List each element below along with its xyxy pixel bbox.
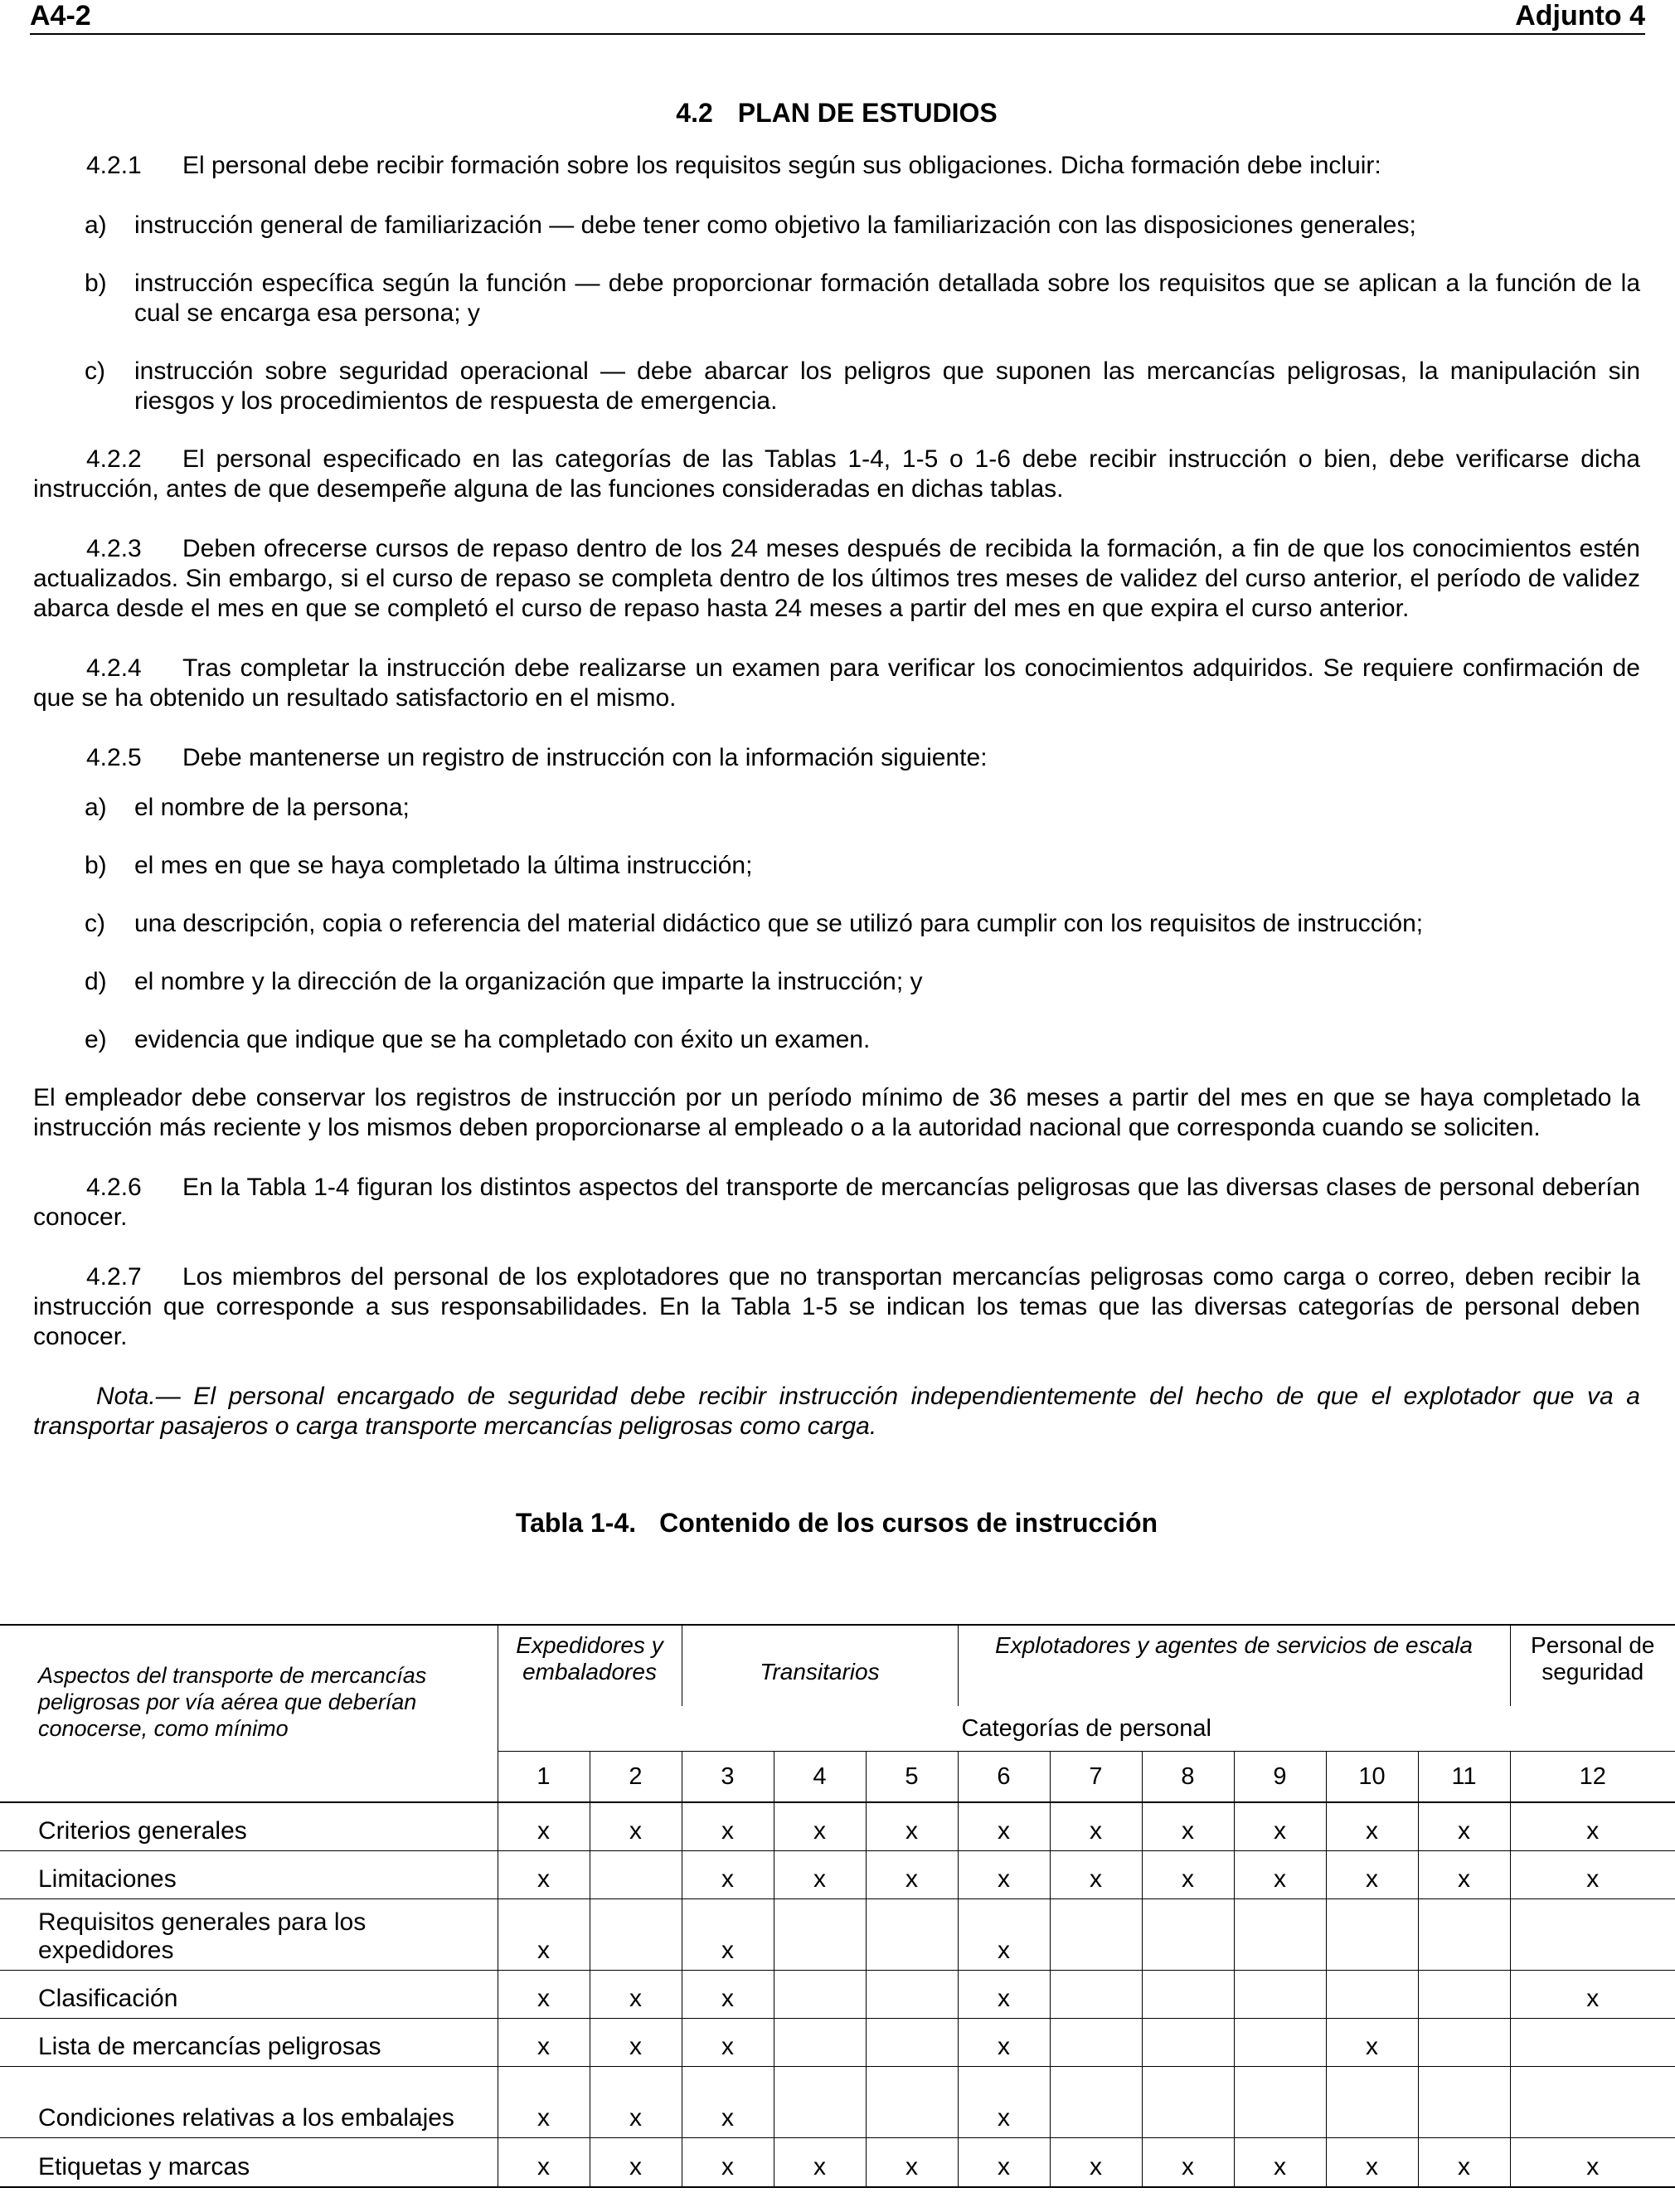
category-mark: x <box>682 1850 774 1898</box>
paragraph-4-2-3 <box>33 534 1640 624</box>
paragraph-number: 4.2.4 <box>86 654 142 682</box>
list-item-text: instrucción específica según la función — debe proporcionar formación detallada sobre los requisitos que se aplican a la función de la cual se encarga esa persona; y <box>134 270 1640 327</box>
list-item-label: b) <box>85 270 107 297</box>
list-item-text: el nombre y la dirección de la organización que imparte la instrucción; y <box>134 968 923 995</box>
table-row <box>0 1970 1675 2018</box>
list-item-text: instrucción sobre seguridad operacional — debe abarcar los peligros que suponen las mercancías peligrosas, la manipulación sin riesgos y los procedimientos de respuesta de emergencia. <box>134 357 1640 415</box>
category-mark <box>1326 1970 1418 2018</box>
category-mark <box>774 1970 866 2018</box>
category-number: 9 <box>1234 1751 1326 1802</box>
category-mark: x <box>1418 1802 1510 1850</box>
category-mark: x <box>1326 2018 1418 2066</box>
category-mark: x <box>1050 2137 1142 2187</box>
category-number: 10 <box>1326 1751 1418 1802</box>
category-mark: x <box>1050 1850 1142 1898</box>
row-label: Lista de mercancías peligrosas <box>0 2018 498 2066</box>
category-mark: x <box>590 1802 682 1850</box>
category-mark: x <box>958 1850 1050 1898</box>
category-mark: x <box>498 2018 590 2066</box>
category-mark: x <box>1142 2137 1234 2187</box>
category-mark: x <box>682 2018 774 2066</box>
list-item <box>33 851 1640 881</box>
category-mark: x <box>1050 1802 1142 1850</box>
category-mark: x <box>498 1802 590 1850</box>
body-text <box>33 83 1640 1538</box>
group-operators: Explotadores y agentes de servicios de escala <box>958 1625 1510 1706</box>
category-mark <box>1142 1898 1234 1970</box>
table-number: Tabla 1-4. <box>515 1508 637 1538</box>
category-mark <box>866 2018 958 2066</box>
category-mark <box>866 2066 958 2137</box>
section-title <box>33 98 1640 128</box>
category-mark: x <box>682 1898 774 1970</box>
category-mark <box>1234 1898 1326 1970</box>
paragraph-4-2-6 <box>33 1173 1640 1232</box>
category-mark: x <box>866 1850 958 1898</box>
category-mark <box>1234 1970 1326 2018</box>
category-mark <box>1142 2018 1234 2066</box>
paragraph-number: 4.2.3 <box>86 535 142 562</box>
list-item-text: el nombre de la persona; <box>134 794 410 821</box>
security-note: Nota.— El personal encargado de seguridad debe recibir instrucción independientemente del hecho de que el explotador que va a transportar pasajeros o carga transporte mercancías peligrosas como carga. <box>33 1383 1640 1440</box>
row-label: Requisitos generales para los expedidores <box>0 1898 498 1970</box>
paragraph-text: Tras completar la instrucción debe realizarse un examen para verificar los conocimientos adquiridos. Se requiere confirmación de que se ha obtenido un resultado satisfactorio en el mismo. <box>33 654 1640 712</box>
category-mark: x <box>590 2018 682 2066</box>
category-mark: x <box>590 2137 682 2187</box>
annex-label: Adjunto 4 <box>1515 0 1645 32</box>
list-item-text: evidencia que indique que se ha completado con éxito un examen. <box>134 1026 871 1053</box>
category-number: 6 <box>958 1751 1050 1802</box>
category-mark <box>774 2018 866 2066</box>
paragraph-text: Debe mantenerse un registro de instrucción con la información siguiente: <box>182 744 988 771</box>
category-mark: x <box>866 1802 958 1850</box>
category-mark <box>1418 2066 1510 2137</box>
category-number: 2 <box>590 1751 682 1802</box>
category-number: 12 <box>1510 1751 1675 1802</box>
category-mark: x <box>1234 2137 1326 2187</box>
category-mark: x <box>1510 1850 1675 1898</box>
training-content-table <box>0 1624 1675 2188</box>
list-item-text: instrucción general de familiarización — debe tener como objetivo la familiarización con las disposiciones generales; <box>134 211 1416 239</box>
category-mark: x <box>1510 1970 1675 2018</box>
category-mark: x <box>682 1970 774 2018</box>
category-mark <box>1050 1898 1142 1970</box>
table-row <box>0 2137 1675 2187</box>
paragraph-number: 4.2.5 <box>86 744 142 771</box>
category-mark <box>866 1970 958 2018</box>
paragraph-employer: El empleador debe conservar los registros de instrucción por un período mínimo de 36 meses a partir del mes en que se haya completado la instrucción más reciente y los mismos deben proporcionarse al empleado o a la autoridad nacional que corresponda cuando se soliciten. <box>33 1084 1640 1141</box>
category-mark: x <box>1326 1850 1418 1898</box>
category-mark: x <box>958 1898 1050 1970</box>
paragraph-number: 4.2.1 <box>86 152 142 179</box>
category-number: 11 <box>1418 1751 1510 1802</box>
category-mark: x <box>498 2066 590 2137</box>
category-mark <box>1326 2066 1418 2137</box>
category-mark: x <box>682 2066 774 2137</box>
list-item <box>33 357 1640 416</box>
category-mark: x <box>958 2066 1050 2137</box>
training-types-list <box>33 211 1640 416</box>
category-mark: x <box>1510 2137 1675 2187</box>
category-number: 5 <box>866 1751 958 1802</box>
category-number: 4 <box>774 1751 866 1802</box>
category-mark: x <box>498 2137 590 2187</box>
table-row <box>0 2066 1675 2137</box>
list-item-label: c) <box>85 357 105 385</box>
aspects-header: Aspectos del transporte de mercancías peligrosas por vía aérea que deberían conocerse, como mínimo <box>0 1625 498 1802</box>
category-mark <box>590 1898 682 1970</box>
list-item <box>33 269 1640 328</box>
category-mark <box>774 2066 866 2137</box>
category-mark <box>1142 1970 1234 2018</box>
category-mark <box>1418 1898 1510 1970</box>
category-mark <box>1234 2066 1326 2137</box>
category-mark <box>1234 2018 1326 2066</box>
category-mark: x <box>1142 1802 1234 1850</box>
category-mark <box>774 1898 866 1970</box>
category-mark: x <box>1510 1802 1675 1850</box>
category-mark <box>1510 1898 1675 1970</box>
list-item-label: e) <box>85 1026 107 1053</box>
record-items-list <box>33 793 1640 1055</box>
category-mark <box>1418 2018 1510 2066</box>
table-row <box>0 1898 1675 1970</box>
category-mark: x <box>774 2137 866 2187</box>
list-item <box>33 211 1640 241</box>
category-mark <box>1418 1970 1510 2018</box>
category-mark: x <box>1234 1850 1326 1898</box>
list-item-label: c) <box>85 910 105 937</box>
paragraph-text: Deben ofrecerse cursos de repaso dentro de los 24 meses después de recibida la formación, a fin de que los conocimientos estén actualizados. Sin embargo, si el curso de repaso se completa dentro de los últimos tres meses de validez del curso anterior, el período de validez abarca desde el mes en que se completó el curso de repaso hasta 24 meses a partir del mes en que expira el curso anterior. <box>33 535 1640 622</box>
list-item-text: el mes en que se haya completado la última instrucción; <box>134 852 753 879</box>
category-mark: x <box>1418 2137 1510 2187</box>
paragraph-number: 4.2.6 <box>86 1174 142 1201</box>
table-row <box>0 1850 1675 1898</box>
paragraph-text: Los miembros del personal de los explotadores que no transportan mercancías peligrosas como carga o correo, deben recibir la instrucción que corresponde a sus responsabilidades. En la Tabla 1-5 se indican los temas que las diversas categorías de personal deben conocer. <box>33 1263 1640 1350</box>
category-mark <box>1050 2066 1142 2137</box>
paragraph-text: El personal especificado en las categorías de las Tablas 1-4, 1-5 o 1-6 debe recibir instrucción o bien, debe verificarse dicha instrucción, antes de que desempeñe alguna de las funciones consideradas en dichas tablas. <box>33 445 1640 503</box>
category-mark <box>866 1898 958 1970</box>
category-mark <box>1510 2018 1675 2066</box>
category-mark: x <box>590 1970 682 2018</box>
row-label: Criterios generales <box>0 1802 498 1850</box>
category-mark: x <box>498 1970 590 2018</box>
category-mark: x <box>1326 1802 1418 1850</box>
list-item-label: a) <box>85 794 107 821</box>
category-mark: x <box>958 1802 1050 1850</box>
table-row <box>0 2018 1675 2066</box>
paragraph-4-2-4 <box>33 654 1640 713</box>
table-row <box>0 1802 1675 1850</box>
table-caption <box>33 1508 1640 1538</box>
category-mark <box>1510 2066 1675 2137</box>
row-label: Limitaciones <box>0 1850 498 1898</box>
row-label: Etiquetas y marcas <box>0 2137 498 2187</box>
category-mark: x <box>1234 1802 1326 1850</box>
category-mark <box>1142 2066 1234 2137</box>
row-label: Clasificación <box>0 1970 498 2018</box>
category-mark: x <box>958 2137 1050 2187</box>
row-label: Condiciones relativas a los embalajes <box>0 2066 498 2137</box>
category-mark <box>590 1850 682 1898</box>
table-title: Contenido de los cursos de instrucción <box>659 1508 1158 1538</box>
categories-label: Categorías de personal <box>498 1706 1675 1751</box>
list-item <box>33 793 1640 823</box>
paragraph-number: 4.2.7 <box>86 1263 142 1291</box>
list-item <box>33 909 1640 939</box>
category-mark: x <box>682 2137 774 2187</box>
paragraph-4-2-1 <box>33 151 1640 181</box>
category-number: 3 <box>682 1751 774 1802</box>
category-mark: x <box>774 1802 866 1850</box>
list-item-label: d) <box>85 968 107 995</box>
category-mark <box>1326 1898 1418 1970</box>
paragraph-number: 4.2.2 <box>86 445 142 473</box>
category-mark: x <box>958 1970 1050 2018</box>
category-mark <box>1050 2018 1142 2066</box>
category-mark <box>1050 1970 1142 2018</box>
category-number: 1 <box>498 1751 590 1802</box>
category-number: 7 <box>1050 1751 1142 1802</box>
paragraph-4-2-7 <box>33 1262 1640 1352</box>
page-number: A4-2 <box>30 0 91 32</box>
paragraph-4-2-5 <box>33 743 1640 773</box>
category-mark: x <box>1326 2137 1418 2187</box>
paragraph-text: En la Tabla 1-4 figuran los distintos aspectos del transporte de mercancías peligrosas que las diversas clases de personal deberían conocer. <box>33 1174 1640 1231</box>
category-mark: x <box>1142 1850 1234 1898</box>
category-mark: x <box>682 1802 774 1850</box>
group-security: Personal de seguridad <box>1510 1625 1675 1706</box>
list-item <box>33 1025 1640 1055</box>
category-mark: x <box>498 1898 590 1970</box>
list-item-label: a) <box>85 211 107 239</box>
group-shippers: Expedidores y embaladores <box>498 1625 682 1706</box>
category-mark: x <box>590 2066 682 2137</box>
category-mark: x <box>1418 1850 1510 1898</box>
category-mark: x <box>958 2018 1050 2066</box>
section-number: 4.2 <box>676 98 713 128</box>
paragraph-text: El personal debe recibir formación sobre los requisitos según sus obligaciones. Dicha formación debe incluir: <box>182 152 1381 179</box>
group-forwarders: Transitarios <box>682 1625 958 1706</box>
section-heading: PLAN DE ESTUDIOS <box>737 98 998 128</box>
list-item-text: una descripción, copia o referencia del material didáctico que se utilizó para cumplir con los requisitos de instrucción; <box>134 910 1424 937</box>
category-mark: x <box>866 2137 958 2187</box>
list-item-label: b) <box>85 852 107 879</box>
category-mark: x <box>498 1850 590 1898</box>
category-number: 8 <box>1142 1751 1234 1802</box>
list-item <box>33 967 1640 997</box>
page-header <box>30 0 1645 35</box>
paragraph-4-2-2 <box>33 445 1640 504</box>
category-mark: x <box>774 1850 866 1898</box>
